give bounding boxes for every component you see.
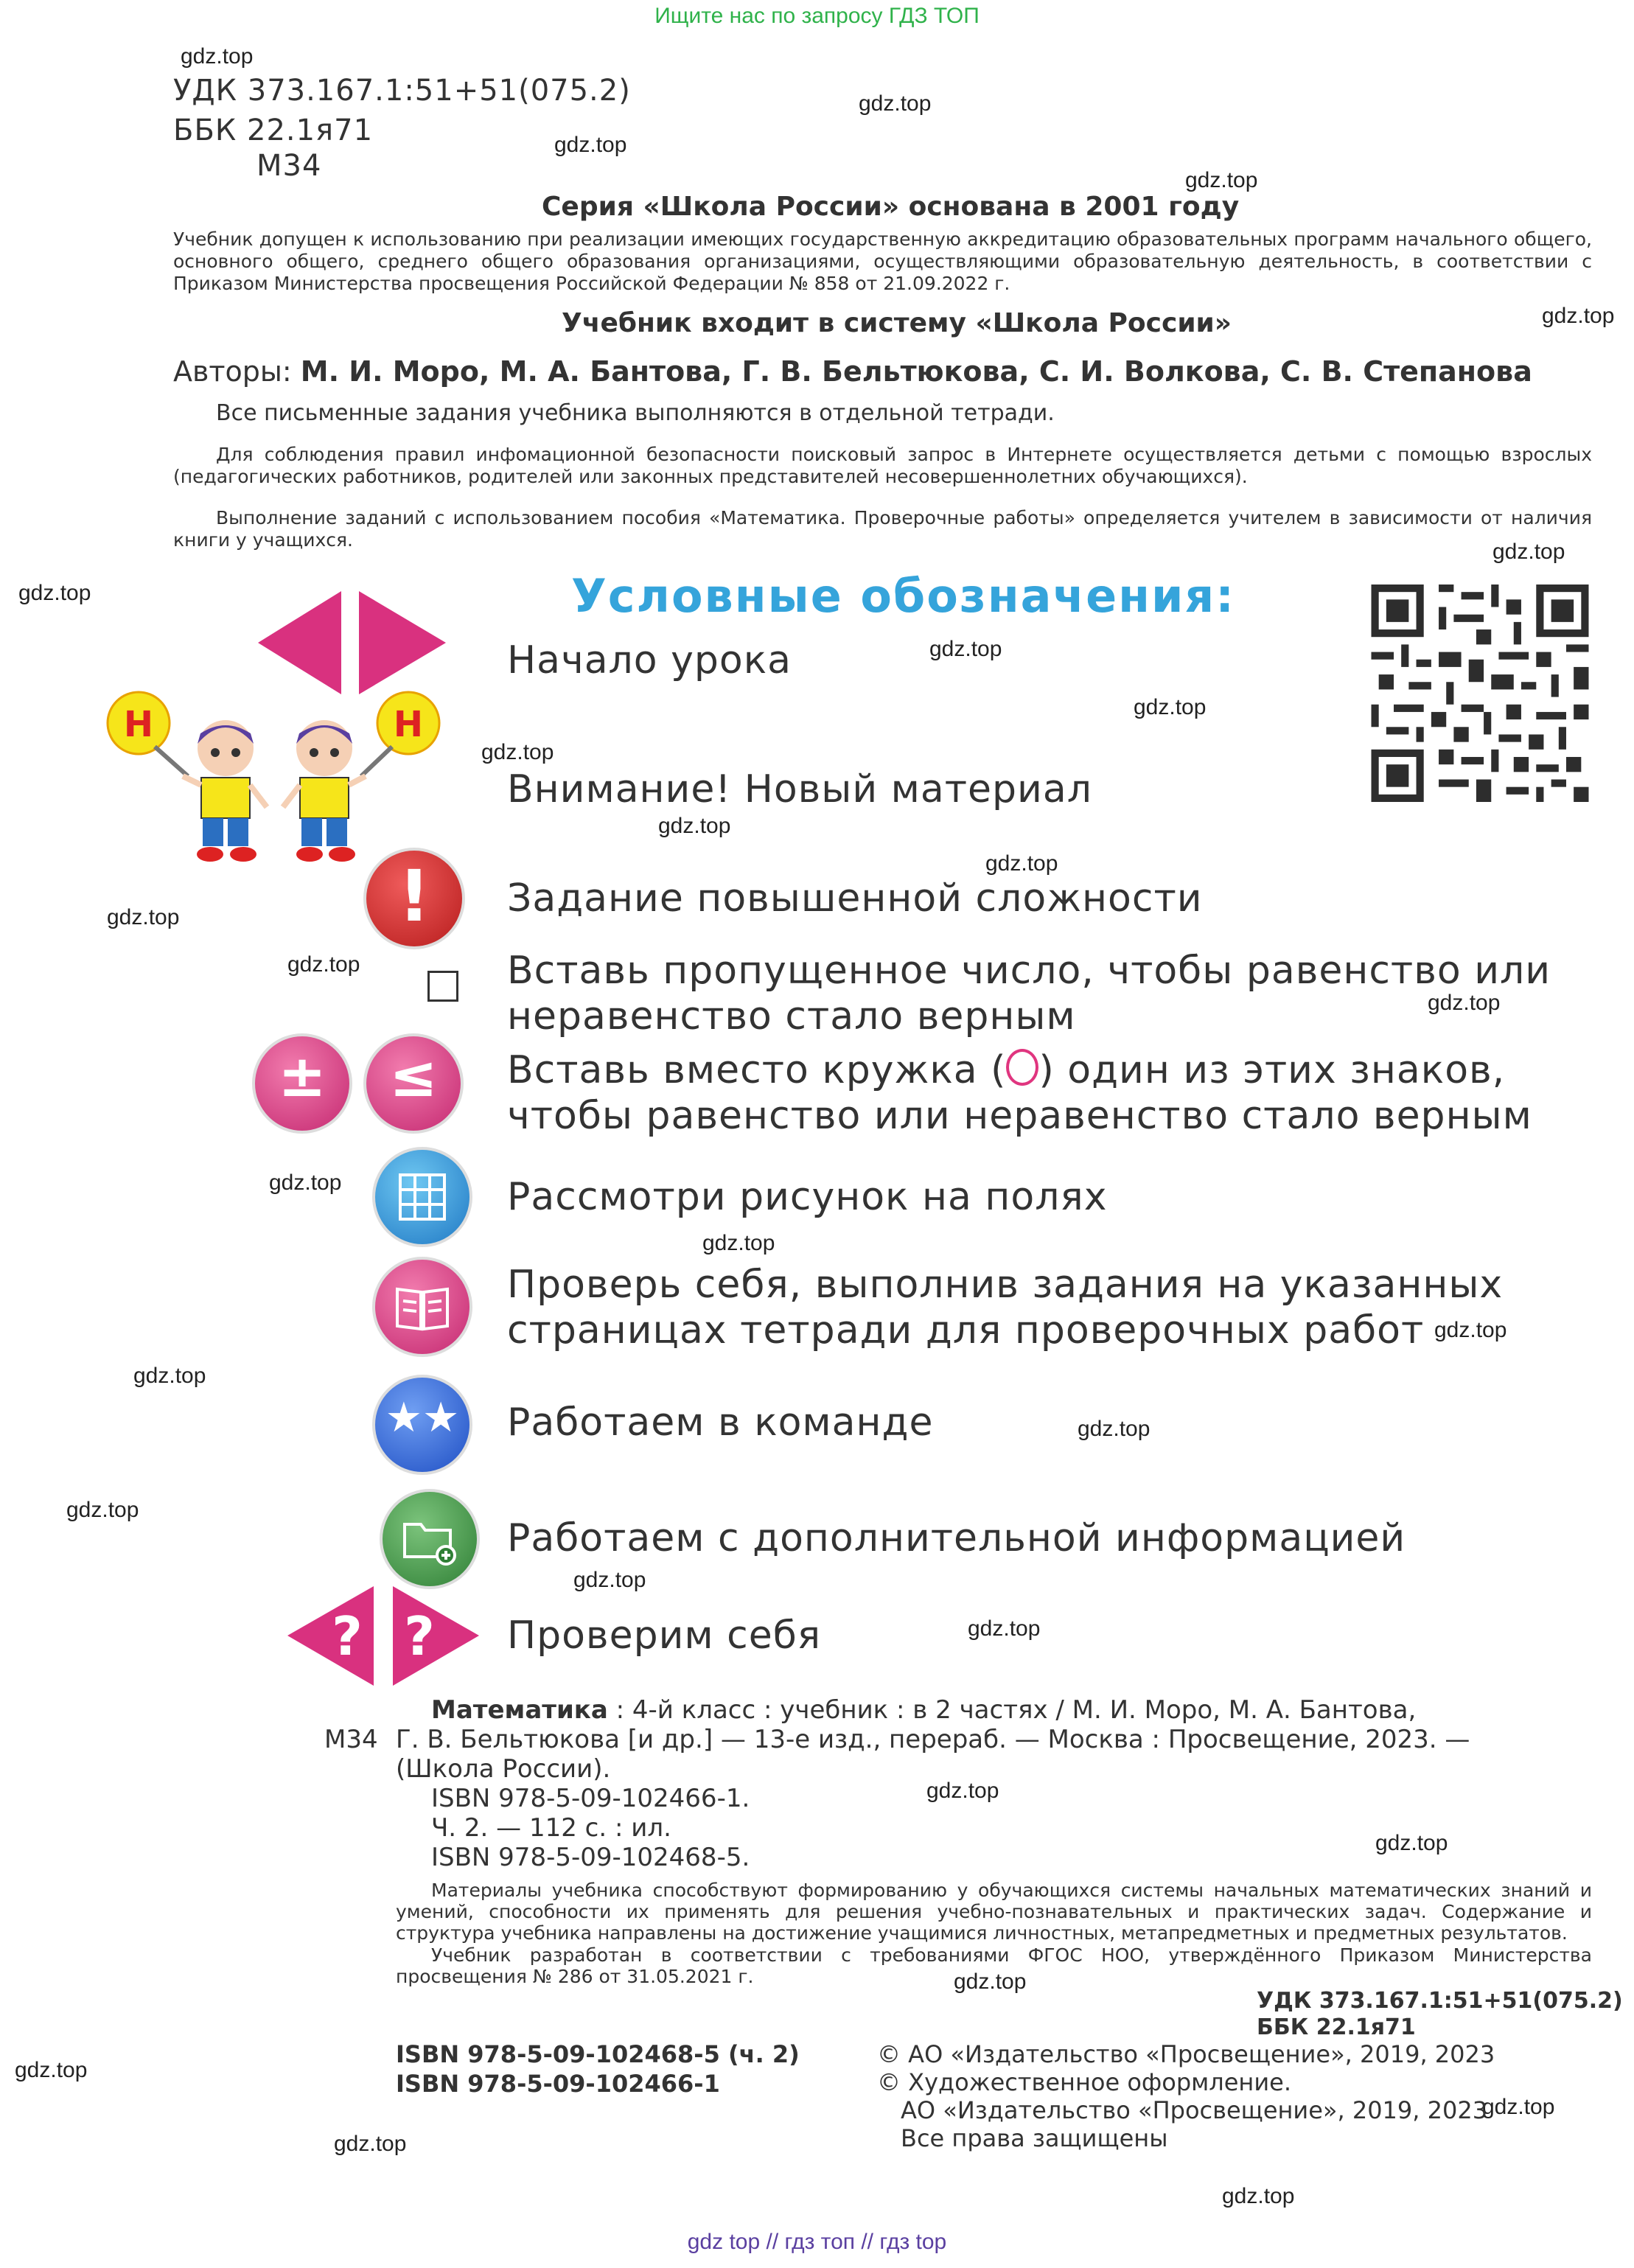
watermark: gdz.top <box>1482 2095 1555 2119</box>
watermark: gdz.top <box>554 133 627 157</box>
signs-text-a: Вставь вместо кружка ( <box>507 1048 1007 1092</box>
watermark: gdz.top <box>1492 540 1565 564</box>
authors-names: М. И. Моро, М. А. Бантова, Г. В. Бельтюкова, С. И. Волкова, С. В. Степанова <box>300 355 1532 388</box>
legend-item-team-work: Работаем в команде <box>507 1400 934 1445</box>
watermark: gdz.top <box>66 1498 139 1522</box>
watermark: gdz.top <box>573 1568 646 1592</box>
biblio-abstract: Материалы учебника способствуют формированию у обучающихся системы начальных математических знаний и умений, способности их применять для решения учебно-познавательных и практических задач. Содержание и структура учебника направлены на достижение учащимися личностных, метапредметных и предметных результатов. <box>396 1880 1592 1944</box>
isbn-part-2: ISBN 978-5-09-102468-5 (ч. 2) <box>396 2040 800 2068</box>
copyright-1: © АО «Издательство «Просвещение», 2019, 2023 <box>877 2040 1495 2068</box>
flag-letter: Н <box>393 704 424 745</box>
legend-item-missing-number: Вставь пропущенное число, чтобы равенство или неравенство стало верным <box>507 949 1551 1039</box>
top-banner[interactable]: Ищите нас по запросу ГДЗ ТОП <box>654 4 980 28</box>
watermark: gdz.top <box>269 1170 342 1195</box>
series-line: Серия «Школа России» основана в 2001 году <box>542 192 1240 222</box>
bottom-banner[interactable]: gdz top // гдз топ // гдз top <box>687 2230 947 2254</box>
circle-icon <box>1006 1049 1038 1086</box>
watermark: gdz.top <box>287 952 360 977</box>
udk-right: УДК 373.167.1:51+51(075.2) <box>1257 1988 1623 2014</box>
watermark: gdz.top <box>334 2132 407 2156</box>
svg-text:?: ? <box>404 1605 435 1667</box>
legend-item-check-yourself: Проверим себя <box>507 1613 822 1658</box>
biblio-code: М34 <box>324 1725 378 1754</box>
note-check-works: Выполнение заданий с использованием пособия «Математика. Проверочные работы» определяется учителем в зависимости от наличия книги у учащихся. <box>173 507 1592 551</box>
biblio-line-2: Г. В. Бельтюкова [и др.] — 13-е изд., перераб. — Москва : Просвещение, 2023. — <box>396 1725 1470 1754</box>
watermark: gdz.top <box>658 814 731 838</box>
watermark: gdz.top <box>1542 304 1615 328</box>
watermark: gdz.top <box>954 1969 1027 1994</box>
exclamation-icon: ! <box>363 848 465 949</box>
signs-text-b: ) один из этих знаков, чтобы равенство или неравенство стало верным <box>507 1048 1532 1138</box>
copyright-4: Все права защищены <box>901 2124 1168 2152</box>
legend-item-signs <box>507 1047 1591 1139</box>
system-line: Учебник входит в систему «Школа России» <box>562 308 1232 338</box>
legend-item-advanced-task: Задание повышенной сложности <box>507 876 1203 921</box>
plus-minus-icon: ± <box>252 1033 352 1134</box>
bbk-right: ББК 22.1я71 <box>1257 2014 1416 2040</box>
authors-line <box>173 355 1532 388</box>
legend-item-self-check-notebook: Проверь себя, выполнив задания на указанных страницах тетради для проверочных работ <box>507 1263 1504 1353</box>
biblio-line1-text: : 4-й класс : учебник : в 2 частях / М. И. Моро, М. А. Бантова, <box>607 1695 1417 1725</box>
legend-item-margin-picture: Рассмотри рисунок на полях <box>507 1175 1108 1219</box>
watermark: gdz.top <box>1134 695 1207 719</box>
watermark: gdz.top <box>107 905 180 929</box>
compare-signs-icon: ≤ <box>363 1033 464 1134</box>
biblio-part: Ч. 2. — 112 с. : ил. <box>431 1813 671 1843</box>
svg-text:?: ? <box>332 1605 363 1667</box>
note-safety: Для соблюдения правил инфомационной безопасности поисковый запрос в Интернете осуществляется детьми с помощью взрослых (педагогических работников, родителей или законных представителей несовершеннолетних обучающихся). <box>173 444 1592 487</box>
empty-square-icon <box>427 971 458 1002</box>
watermark: gdz.top <box>859 91 932 116</box>
bbk-line: ББК 22.1я71 <box>173 114 374 147</box>
kids-with-flags-icon <box>103 689 457 866</box>
watermark: gdz.top <box>985 851 1058 876</box>
note-written-tasks: Все письменные задания учебника выполняются в отдельной тетради. <box>216 400 1055 426</box>
watermark: gdz.top <box>1078 1417 1151 1441</box>
biblio-abstract-2: Учебник разработан в соответствии с требованиями ФГОС НОО, утверждённого Приказом Министерства просвещения № 286 от 31.05.2021 г. <box>396 1944 1592 1987</box>
isbn-set: ISBN 978-5-09-102466-1 <box>396 2070 720 2098</box>
question-arrows-icon <box>284 1583 483 1689</box>
qr-code-icon[interactable] <box>1369 585 1591 802</box>
book-icon <box>372 1257 472 1357</box>
biblio-title: Математика <box>431 1695 608 1725</box>
biblio-line-1 <box>431 1695 1592 1725</box>
copyright-3: АО «Издательство «Просвещение», 2019, 2023 <box>901 2096 1488 2124</box>
watermark: gdz.top <box>1428 991 1501 1015</box>
biblio-line-3: (Школа России). <box>396 1754 611 1784</box>
grid-icon <box>372 1147 472 1247</box>
watermark: gdz.top <box>1222 2184 1295 2208</box>
legend-item-lesson-start: Начало урока <box>507 638 792 683</box>
watermark: gdz.top <box>181 44 254 69</box>
watermark: gdz.top <box>1434 1318 1507 1342</box>
folder-icon <box>380 1489 480 1589</box>
legend-title: Условные обозначения: <box>571 569 1236 623</box>
udk-line: УДК 373.167.1:51+51(075.2) <box>173 74 631 108</box>
watermark: gdz.top <box>926 1779 999 1803</box>
pink-arrows-icon <box>254 587 450 698</box>
flag-letter: Н <box>123 704 154 745</box>
stars-icon: ★★ <box>372 1375 472 1475</box>
legend-item-additional-info: Работаем с дополнительной информацией <box>507 1516 1406 1560</box>
watermark: gdz.top <box>18 581 91 605</box>
watermark: gdz.top <box>481 740 554 764</box>
watermark: gdz.top <box>1375 1831 1448 1855</box>
watermark: gdz.top <box>968 1616 1041 1641</box>
copyright-2: © Художественное оформление. <box>877 2068 1291 2096</box>
watermark: gdz.top <box>133 1364 206 1388</box>
biblio-isbn-1: ISBN 978-5-09-102466-1. <box>431 1784 750 1813</box>
authors-label: Авторы: <box>173 355 292 388</box>
approval-text: Учебник допущен к использованию при реализации имеющих государственную аккредитацию образовательных программ начального общего, основного общего, среднего общего образования организациями, осуществляющими образовательную деятельность, в соответствии с Приказом Министерства просвещения Российской Федерации № 858 от 21.09.2022 г. <box>173 228 1592 294</box>
watermark: gdz.top <box>702 1231 775 1255</box>
watermark: gdz.top <box>1185 168 1258 192</box>
biblio-isbn-2: ISBN 978-5-09-102468-5. <box>431 1843 750 1872</box>
legend-item-new-material: Внимание! Новый материал <box>507 767 1092 812</box>
author-code: М34 <box>256 149 322 183</box>
watermark: gdz.top <box>929 637 1002 661</box>
watermark: gdz.top <box>15 2058 88 2082</box>
